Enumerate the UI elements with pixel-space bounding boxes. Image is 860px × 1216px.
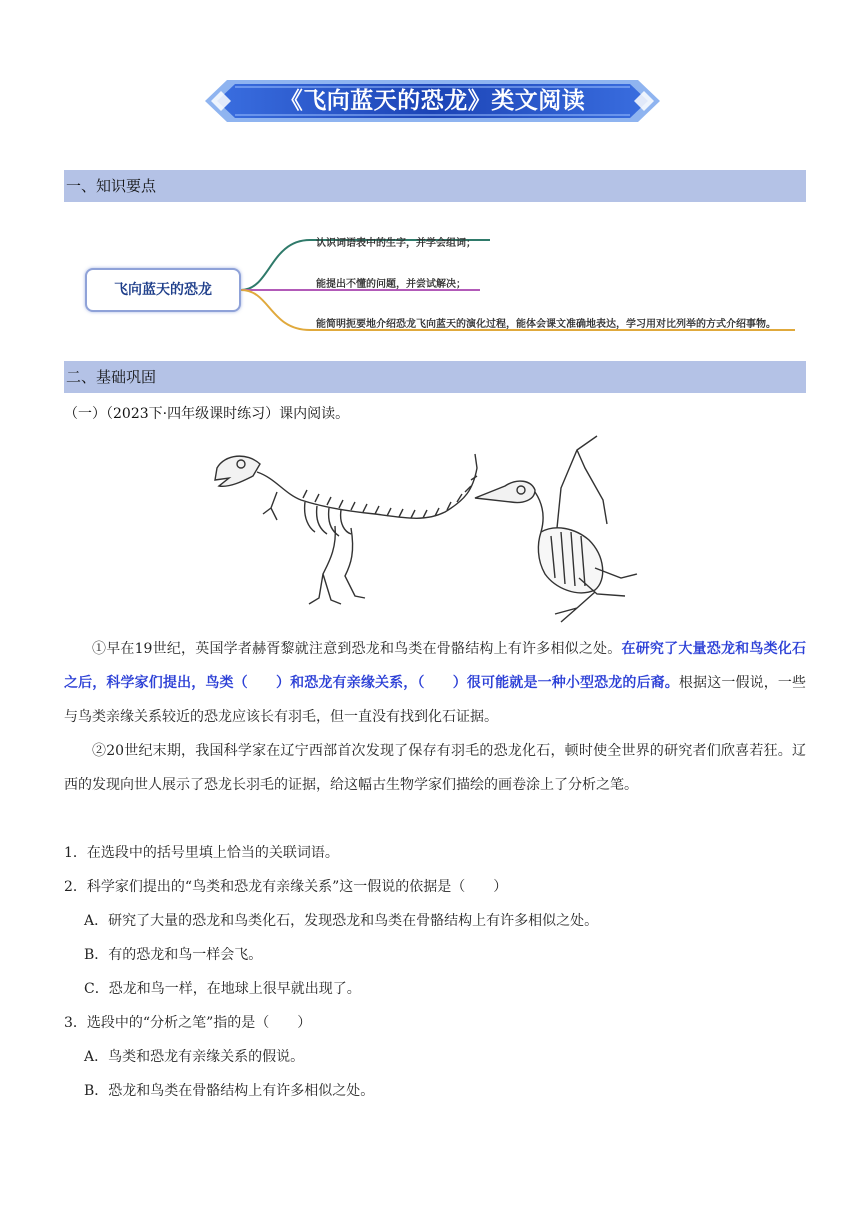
section-heading-knowledge: 一、知识要点	[64, 170, 806, 202]
mindmap	[80, 222, 810, 342]
bird-skeleton-icon	[475, 436, 637, 622]
mindmap-root: 飞向蓝天的恐龙	[85, 268, 241, 312]
passage-paragraph-1	[64, 632, 806, 734]
page-title: 《飞向蓝天的恐龙》类文阅读	[279, 88, 586, 114]
mindmap-branch-3: 能简明扼要地介绍恐龙飞向蓝天的演化过程，能体会课文准确地表达，学习用对比列举的方式介绍事物。	[316, 319, 776, 330]
question-3: 3．选段中的“分析之笔”指的是（ ）	[64, 1015, 312, 1031]
skeleton-illustration	[205, 428, 665, 628]
question-2-option-a: A．研究了大量的恐龙和鸟类化石，发现恐龙和鸟类在骨骼结构上有许多相似之处。	[84, 913, 599, 929]
passage-paragraph-2: ②20世纪末期，我国科学家在辽宁西部首次发现了保存有羽毛的恐龙化石，顿时使全世界的研究者们欣喜若狂。辽西的发现向世人展示了恐龙长羽毛的证据，给这幅古生物学家们描绘的画卷涂上了分析之笔。	[64, 743, 806, 793]
passage-p1-part1: ①早在19世纪，英国学者赫胥黎就注意到恐龙和鸟类在骨骼结构上有许多相似之处。	[92, 641, 622, 657]
passage-p1-highlight: 在研究了大量恐龙和鸟类化石之后，科学家们提出，鸟类（ ）和恐龙有亲缘关系，（ ）很可能就是一种小型恐龙的后裔。	[64, 641, 807, 691]
mindmap-branch-1: 认识词语表中的生字，并学会组词；	[316, 238, 476, 249]
question-2-option-b: B．有的恐龙和鸟一样会飞。	[84, 947, 263, 963]
question-2-option-c: C．恐龙和鸟一样，在地球上很早就出现了。	[84, 981, 361, 997]
passage-p1-part2: 根据这一假说，一些与鸟类亲缘关系较近的恐龙应该长有羽毛，但一直没有找到化石证据。	[64, 675, 806, 725]
question-2: 2．科学家们提出的“鸟类和恐龙有亲缘关系”这一假说的依据是（ ）	[64, 879, 508, 895]
mindmap-branch-2: 能提出不懂的问题，并尝试解决；	[316, 279, 466, 290]
title-banner	[205, 76, 660, 126]
question-1: 1．在选段中的括号里填上恰当的关联词语。	[64, 845, 339, 861]
skeleton-figure	[205, 428, 665, 628]
section-heading-basics: 二、基础巩固	[64, 361, 806, 393]
exercise-intro: （一）（2023下·四年级课时练习）课内阅读。	[64, 406, 350, 422]
dinosaur-skeleton-icon	[215, 454, 477, 604]
question-3-option-a: A．鸟类和恐龙有亲缘关系的假说。	[84, 1049, 305, 1065]
question-3-option-b: B．恐龙和鸟类在骨骼结构上有许多相似之处。	[84, 1083, 375, 1099]
